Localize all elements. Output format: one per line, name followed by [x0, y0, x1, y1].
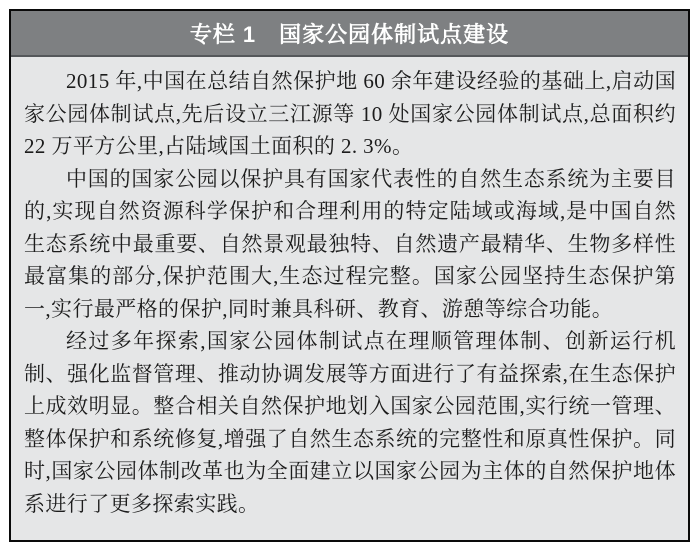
paragraph-park-definition: 中国的国家公园以保护具有国家代表性的自然生态系统为主要目的,实现自然资源科学保护和合理利用的特定陆域或海域,是中国自然生态系统中最重要、自然景观最独特、自然遗产最精华、生物多样性最富集的部分,保护范围大,生态过程完整。国家公园坚持生态保护第一,实行最严格的保护,同时兼具科研、教育、游憩等综合功能。 [24, 166, 676, 321]
column-panel-header [11, 11, 688, 57]
column-panel-body [11, 57, 688, 520]
paragraph-pilot-launch: 2015 年,中国在总结自然保护地 60 余年建设经验的基础上,启动国家公园体制试点,先后设立三江源等 10 处国家公园体制试点,总面积约 22 万平方公里,占陆域国土面积的 2. 3%。 [24, 69, 676, 158]
column-panel-title: 专栏 1 国家公园体制试点建设 [189, 21, 510, 47]
paragraph-exploration-results: 经过多年探索,国家公园体制试点在理顺管理体制、创新运行机制、强化监督管理、推动协调发展等方面进行了有益探索,在生态保护上成效明显。整合相关自然保护地划入国家公园范围,实行统一管理、整体保护和系统修复,增强了自然生态系统的完整性和原真性保护。同时,国家公园体制改革也为全面建立以国家公园为主体的自然保护地体系进行了更多探索实践。 [24, 329, 676, 516]
column-panel [9, 9, 690, 542]
